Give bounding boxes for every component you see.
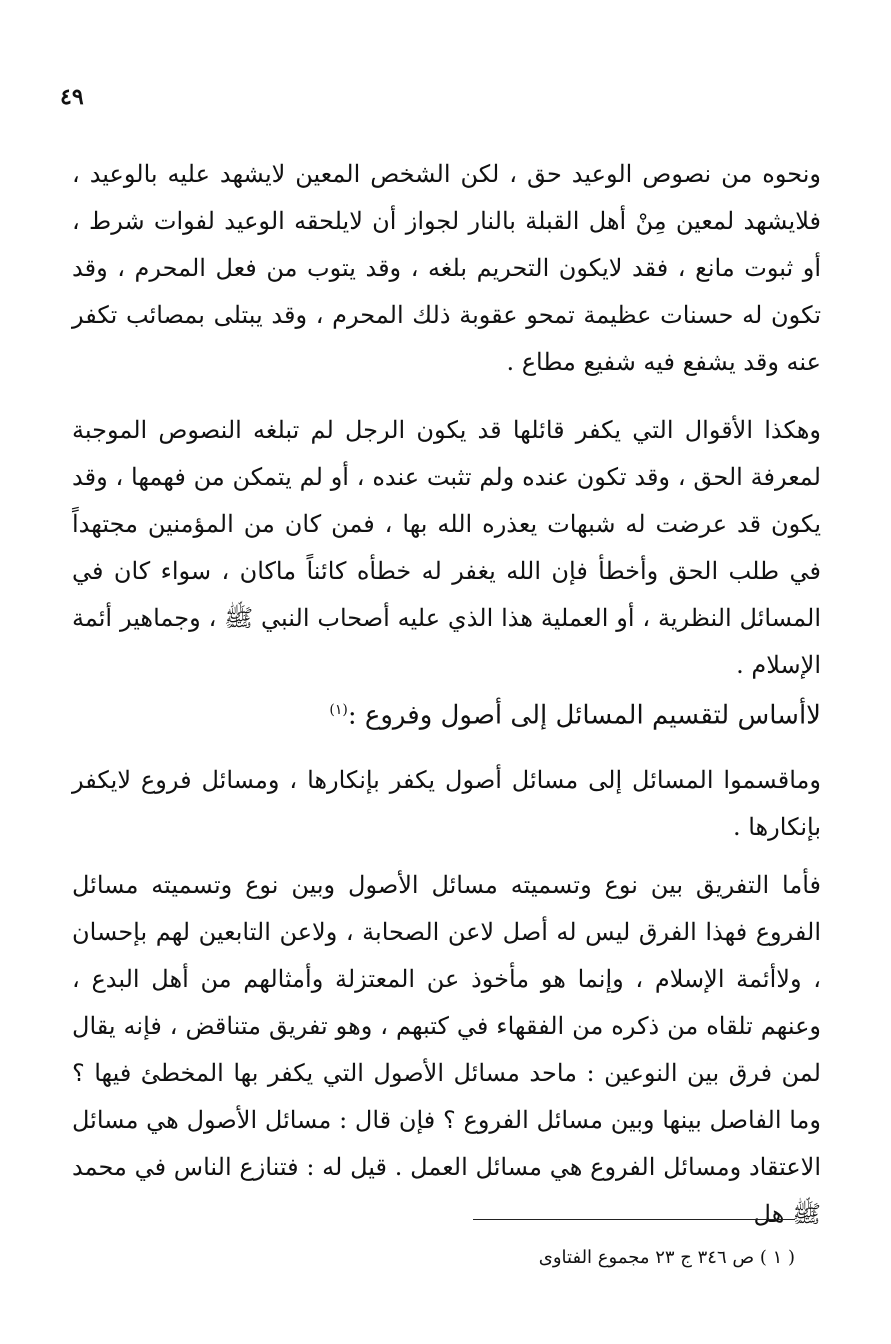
section-heading-text: لاأساس لتقسيم المسائل إلى أصول وفروع :: [347, 700, 821, 731]
footnote-reference: (١): [329, 702, 348, 718]
footnote: ( ١ ) ص ٣٤٦ ج ٢٣ مجموع الفتاوى: [538, 1247, 795, 1268]
paragraph: ونحوه من نصوص الوعيد حق ، لكن الشخص المعين لايشهد عليه بالوعيد ، فلايشهد لمعين مِنْ أهل القبلة بالنار لجواز أن لايلحقه الوعيد لفوات شرط ، أو ثبوت مانع ، فقد لايكون التحريم بلغه ، وقد يتوب من فعل المحرم ، وقد تكون له حسنات عظيمة تمحو عقوبة ذلك المحرم ، وقد يبتلى بمصائب تكفر عنه وقد يشفع فيه شفيع مطاع .: [72, 160, 821, 376]
page-number: ٤٩: [60, 84, 84, 110]
footnote-divider: [473, 1219, 795, 1220]
paragraph: وماقسموا المسائل إلى مسائل أصول يكفر بإنكارها ، ومسائل فروع لايكفر بإنكارها .: [72, 766, 821, 841]
paragraph: فأما التفريق بين نوع وتسميته مسائل الأصول وبين نوع وتسميته مسائل الفروع فهذا الفرق ليس له أصل لاعن الصحابة ، ولاعن التابعين لهم بإحسان ، ولاأئمة الإسلام ، وإنما هو مأخوذ عن المعتزلة وأمثالهم من أهل البدع ، وعنهم تلقاه من ذكره من الفقهاء في كتبهم ، وهو تفريق متناقض ، فإنه يقال لمن فرق بين النوعين : ماحد مسائل الأصول التي يكفر بها المخطئ فيها ؟ وما الفاصل بينها وبين مسائل الفروع ؟ فإن قال : مسائل الأصول هي مسائل الاعتقاد ومسائل الفروع هي مسائل العمل . قيل له : فتنازع الناس في محمد ﷺ هل: [72, 871, 821, 1228]
section-heading: [72, 690, 821, 736]
paragraph: وهكذا الأقوال التي يكفر قائلها قد يكون الرجل لم تبلغه النصوص الموجبة لمعرفة الحق ، وقد تكون عنده ولم تثبت عنده ، أو لم يتمكن من فهمها ، وقد يكون قد عرضت له شبهات يعذره الله بها ، فمن كان من المؤمنين مجتهداً في طلب الحق وأخطأ فإن الله يغفر له خطأه كائناً ماكان ، سواء كان في المسائل النظرية ، أو العملية هذا الذي عليه أصحاب النبي ﷺ ، وجماهير أئمة الإسلام .: [72, 416, 821, 679]
